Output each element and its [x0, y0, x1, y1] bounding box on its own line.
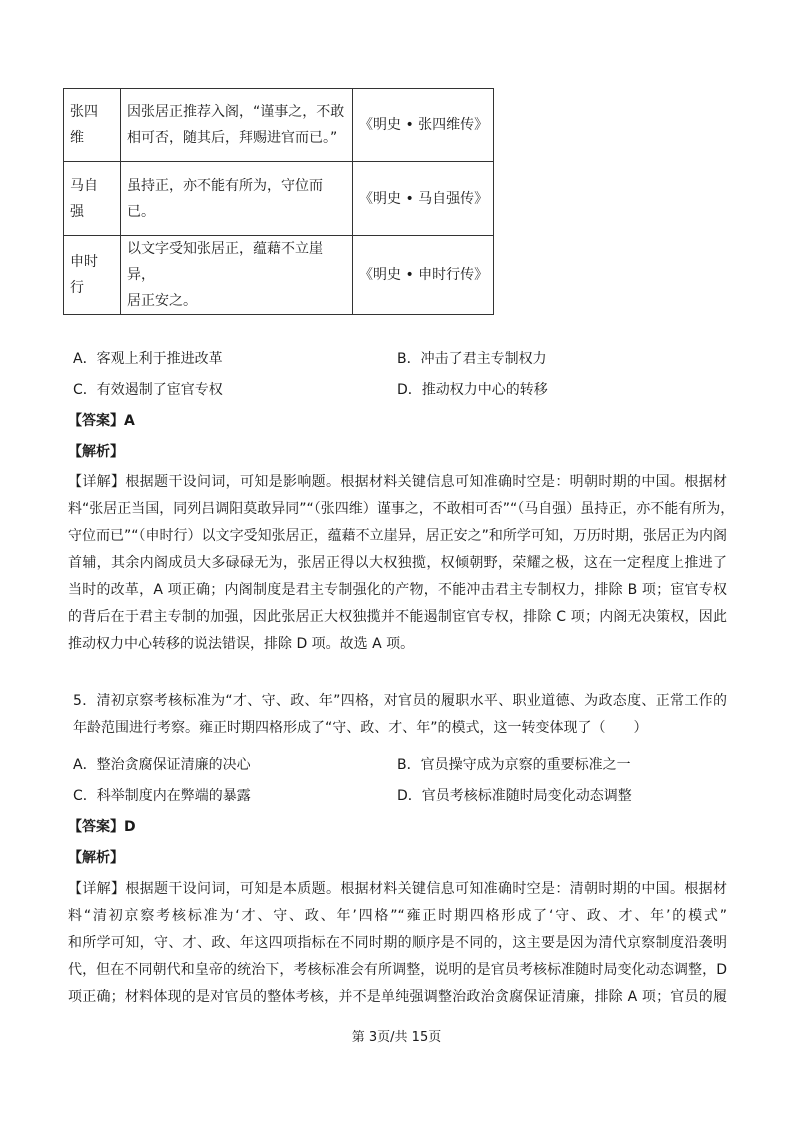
table-cell-citation: 《明史 • 申时行传》 [353, 236, 494, 315]
q4-option-b: B．冲击了君主专制权力 [397, 351, 547, 367]
q5-detail: 【详解】根据题干设问词，可知是本质题。根据材料关键信息可知准确时空是：清朝时期的中国。根据材 料“清初京察考核标准为‘才、守、政、年’四格”“雍正时期四格形成了‘守、政、才、年’的模式” 和所学可知，守、才、政、年这四项指标在不同时期的顺序是不同的，这主要是因为清代京察制度沿袭明 代，但在不同朝代和皇帝的统治下，考核标准会有所调整，说明的是官员考核标准随时局变化动态调整，D 项正确；材料体现的是对官员的整体考核，并不是单纯强调整治政治贪腐保证清廉，排除 A 项；官员的履 [68, 881, 727, 1005]
table-row [64, 89, 494, 162]
table-cell-name: 张四 维 [64, 89, 121, 162]
q5-option-a: A．整治贪腐保证清廉的决心 [73, 757, 251, 773]
table-cell-name: 申时 行 [64, 236, 121, 315]
table-cell-text: 以文字受知张居正，蕴藉不立崖异， 居正安之。 [121, 236, 353, 315]
table-cell-name: 马自 强 [64, 162, 121, 236]
source-table [63, 88, 494, 315]
q5-option-c: C．科举制度内在弊端的暴露 [73, 788, 251, 804]
q5-option-d: D．官员考核标准随时局变化动态调整 [397, 788, 632, 804]
q4-option-c: C．有效遏制了宦官专权 [73, 382, 223, 398]
q4-detail: 【详解】根据题干设问词，可知是影响题。根据材料关键信息可知准确时空是：明朝时期的中国。根据材 料“张居正当国，同列吕调阳莫敢异同”“（张四维）谨事之，不敢相可否”“（马自强）虽持正，亦不能有所为， 守位而已”“（申时行）以文字受知张居正，蕴藉不立崖异，居正安之”和所学可知，万历时期，张居正为内阁 首辅，其余内阁成员大多碌碌无为，张居正得以大权独揽，权倾朝野，荣耀之极，这在一定程度上推进了 当时的改革，A 项正确；内阁制度是君主专制强化的产物，不能冲击君主专制权力，排除 B 项；宦官专权 的背后在于君主专制的加强，因此张居正大权独揽并不能遏制宦官专权，排除 C 项；内阁无决策权，因此 推动权力中心转移的说法错误，排除 D 项。故选 A 项。 [68, 474, 735, 652]
q4-option-a: A．客观上利于推进改革 [73, 351, 223, 367]
q4-analysis-label: 【解析】 [68, 444, 124, 460]
q4-answer: 【答案】A [68, 413, 135, 429]
table-cell-text: 虽持正，亦不能有所为，守位而已。 [121, 162, 353, 236]
table-cell-citation: 《明史 • 马自强传》 [353, 162, 494, 236]
page-footer: 第 3页/共 15页 [351, 1030, 442, 1045]
table-row [64, 236, 494, 315]
q5-analysis-label: 【解析】 [68, 850, 124, 866]
q4-option-d: D．推动权力中心的转移 [397, 382, 548, 398]
q5-option-b: B．官员操守成为京察的重要标准之一 [397, 757, 631, 773]
q5-answer: 【答案】D [68, 819, 136, 835]
table-row [64, 162, 494, 236]
table-cell-citation: 《明史 • 张四维传》 [353, 89, 494, 162]
table-cell-text: 因张居正推荐入阁，“谨事之，不敢 相可否，随其后，拜赐进官而已。” [121, 89, 353, 162]
q5-stem: 5．清初京察考核标准为“才、守、政、年”四格，对官员的履职水平、职业道德、为政态度、正常工作的 年龄范围进行考察。雍正时期四格形成了“守、政、才、年”的模式，这一转变体现了（ ） [73, 693, 727, 736]
